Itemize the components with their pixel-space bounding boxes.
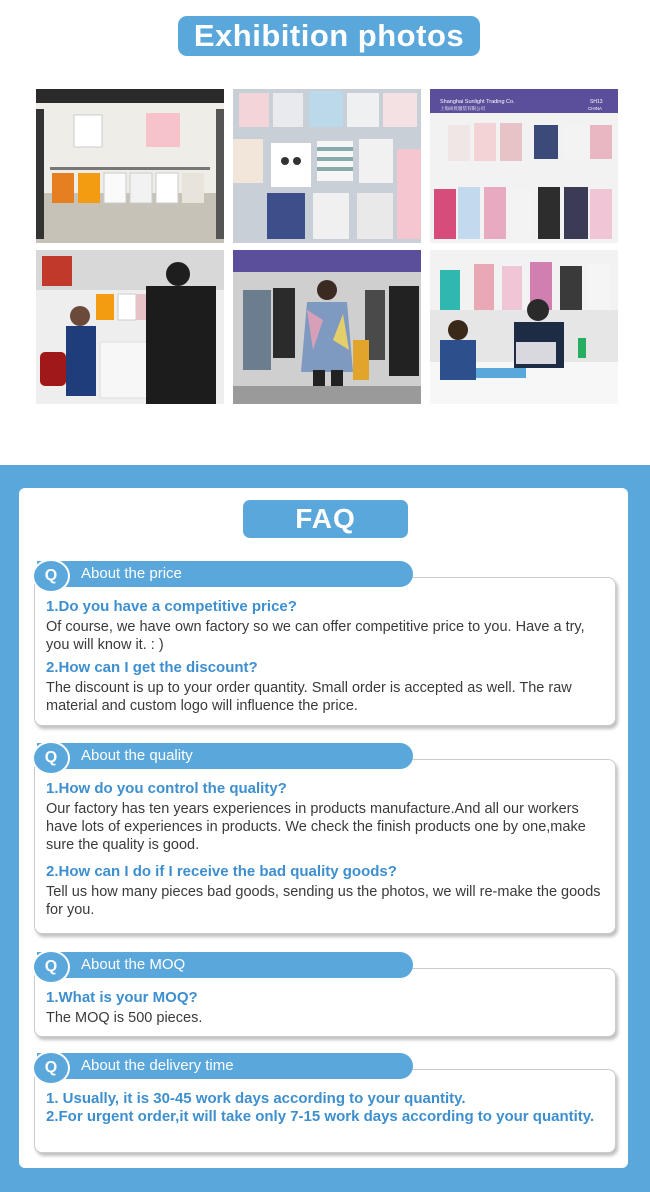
exhibition-title: Exhibition photos [178,16,480,56]
faq-section-moq [34,952,618,1042]
booth-sign-cn-text: 上海尚优服装有限公司 [440,107,485,112]
faq-question: 1.Do you have a competitive price? [46,598,297,615]
exhibition-photo-meeting[interactable] [430,250,618,404]
faq-delivery-line: 2.For urgent order,it will take only 7-15 work days according to your quantity. [46,1108,595,1125]
booth-country-text: CHINA [588,106,603,111]
faq-section-price [34,561,618,731]
faq-answer: The MOQ is 500 pieces. [46,1010,203,1026]
faq-section-box [34,759,616,934]
faq-delivery-line: 1. Usually, it is 30-45 work days according to your quantity. [46,1090,466,1107]
faq-section-title: About the quality [81,747,193,764]
booth-number-text: SH13 [590,99,603,105]
q-badge-icon: Q [32,950,70,984]
booth-sign-text: Shanghai Sunlight Trading Co. [440,99,515,105]
q-badge-icon: Q [32,1051,70,1085]
faq-section-header [37,1053,413,1079]
faq-question: 2.How can I get the discount? [46,659,258,676]
faq-answer: Our factory has ten years experiences in products manufacture.And all our workers have lots of experiences in products. We check the finish products one by one,make sure the quality is good. [46,801,586,853]
faq-section-delivery [34,1053,618,1158]
faq-answer: Of course, we have own factory so we can offer competitive price to you. Have a try, you will know it. : ) [46,619,585,653]
faq-section-header [37,952,413,978]
faq-section-header [37,561,413,587]
faq-answer: Tell us how many pieces bad goods, sending us the photos, we will re-make the goods for you. [46,884,601,918]
q-badge-icon: Q [32,559,70,593]
exhibition-photo-tshirt-wall[interactable] [36,89,224,243]
q-badge-icon: Q [32,741,70,775]
exhibition-photo-booth-model[interactable] [233,250,421,404]
faq-section-title: About the delivery time [81,1057,234,1074]
exhibition-gallery [36,89,618,404]
faq-section-box [34,577,616,726]
faq-section-title: About the MOQ [81,956,186,973]
faq-section-box [34,968,616,1037]
faq-question: 1.What is your MOQ? [46,989,198,1006]
exhibition-photo-visitors[interactable] [36,250,224,404]
exhibition-photo-baby-clothes-wall[interactable] [233,89,421,243]
faq-answer: The discount is up to your order quantity. Small order is accepted as well. The raw material and custom logo will influence the price. [46,680,572,714]
faq-question: 2.How can I do if I receive the bad quality goods? [46,863,397,880]
faq-question: 1.How do you control the quality? [46,780,287,797]
faq-section-quality [34,743,618,943]
faq-section-box [34,1069,616,1153]
exhibition-photo-booth-display[interactable] [430,89,618,243]
faq-title: FAQ [243,500,408,538]
faq-section-title: About the price [81,565,182,582]
faq-section-header [37,743,413,769]
